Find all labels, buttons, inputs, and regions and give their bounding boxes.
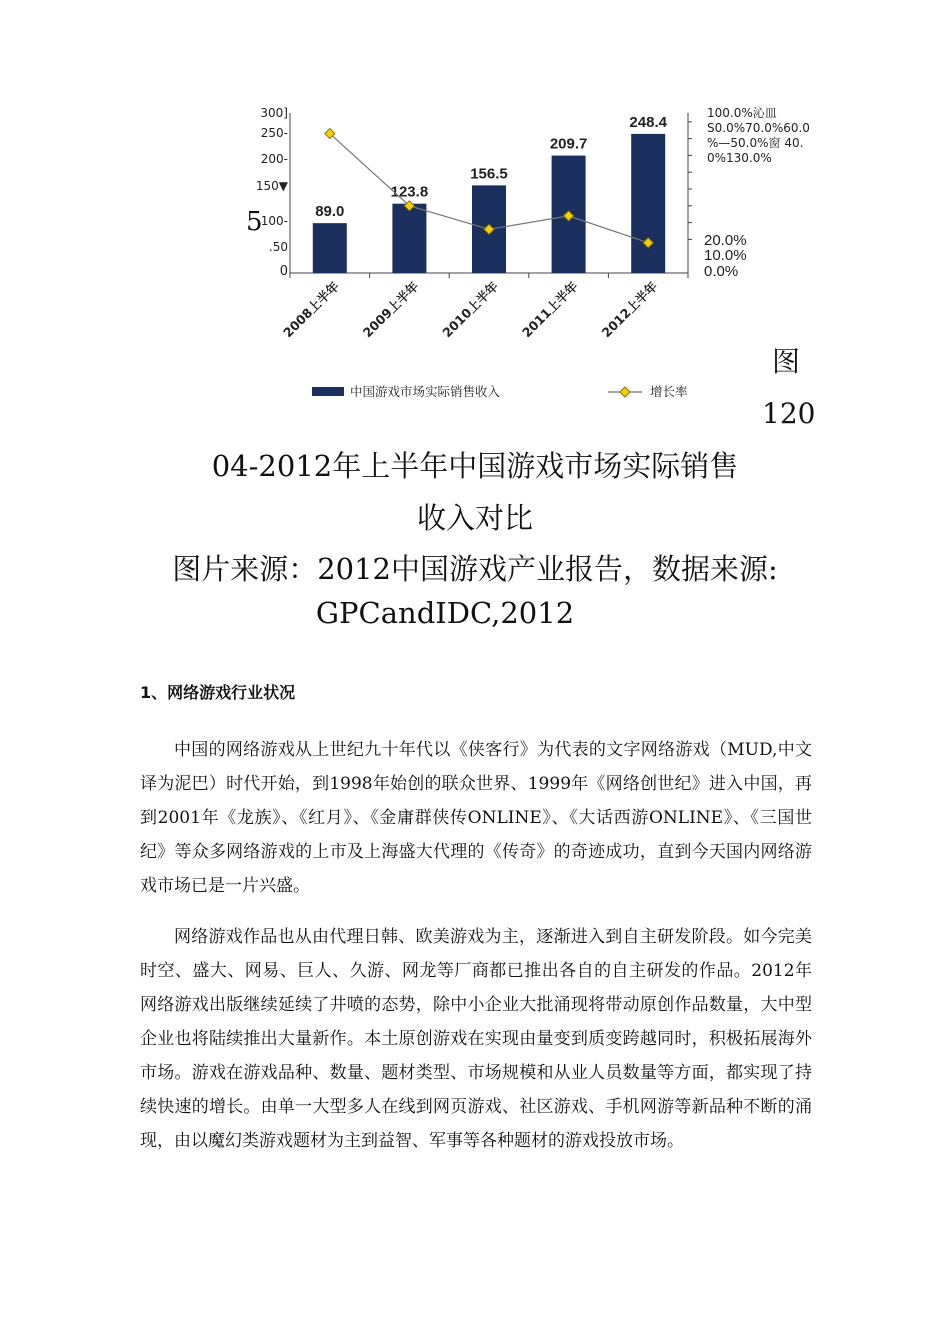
y-tick-label-left: 0 xyxy=(279,264,288,279)
x-tick-label: 2009上半年 xyxy=(359,278,422,341)
bar-value-label: 156.5 xyxy=(470,165,508,183)
paragraph-development: 网络游戏作品也从由代理日韩、欧美游戏为主，逐渐进入到自主研发阶段。如今完美时空、盛大、网易、巨人、久游、网龙等厂商都已推出各自的自主研发的作品。2012年网络游戏出版继续延续了井喷的态势，除中小企业大批涌现将带动原创作品数量，大中型企业也将陆续推出大量新作。本土原创游戏在实现由量变到质变跨越同时，积极拓展海外市场。游戏在游戏品种、数量、题材类型、市场规模和从业人员数量等方面，都实现了持续快速的增长。由单一大型多人在线到网页游戏、社区游戏、手机网游等新品种不断的涌现，由以魔幻类游戏题材为主到益智、军事等各种题材的游戏投放市场。 xyxy=(140,927,812,1151)
figure-source-line-2: GPCandIDC,2012 xyxy=(315,596,575,630)
y-tick-label-right: 0.0% xyxy=(704,263,739,280)
bar xyxy=(392,204,426,273)
y-tick-label-right: S0.0%70.0%60.0 xyxy=(707,121,810,135)
bar-value-label: 123.8 xyxy=(390,183,429,201)
y-tick-label-right: 100.0%沁皿 xyxy=(707,106,777,120)
y-tick-label-right: 20.0% xyxy=(704,232,747,249)
y-tick-label-left: 100- xyxy=(260,214,288,228)
y-axis-stray-glyph: 5 xyxy=(246,207,263,237)
y-tick-label-left: 150▼ xyxy=(255,179,288,193)
bar-value-label: 248.4 xyxy=(629,113,667,131)
x-tick-label: 2011上半年 xyxy=(518,278,581,341)
figure-number: 120 xyxy=(762,397,816,430)
y-tick-label-left: 250- xyxy=(260,126,288,140)
y-tick-label-right: %—50.0%窗 40. xyxy=(707,136,804,150)
y-tick-label-right: 0%130.0% xyxy=(707,151,772,165)
y-tick-label-left: 300] xyxy=(260,106,288,120)
x-tick-label: 2012上半年 xyxy=(598,278,661,341)
y-tick-label-left: 200- xyxy=(260,152,288,166)
figure-caption-line-1: 04-2012年上半年中国游戏市场实际销售 xyxy=(211,449,739,483)
legend-line-marker xyxy=(620,387,630,397)
x-tick-label: 2010上半年 xyxy=(439,278,502,341)
bar-value-label: 209.7 xyxy=(549,135,588,153)
figure-caption-line-2: 收入对比 xyxy=(416,501,533,535)
legend-bar-swatch xyxy=(312,387,344,396)
y-tick-label-left: .50 xyxy=(268,240,288,254)
bar xyxy=(631,134,665,273)
legend-bar-label: 中国游戏市场实际销售收入 xyxy=(350,384,501,399)
bar-value-label: 89.0 xyxy=(315,203,345,221)
section-heading: 1、网络游戏行业状况 xyxy=(140,683,296,702)
legend-line-label: 增长率 xyxy=(650,384,688,399)
revenue-chart xyxy=(230,95,830,415)
bar xyxy=(313,223,347,273)
x-tick-label: 2008上半年 xyxy=(280,278,342,341)
y-tick-label-right: 10.0% xyxy=(704,247,747,264)
figure-source-line: 图片来源：2012中国游戏产业报告，数据来源: xyxy=(172,552,778,586)
paragraph-history: 中国的网络游戏从上世纪九十年代以《侠客行》为代表的文字网络游戏（MUD,中文译为泥巴）时代开始，到1998年始创的联众世界、1999年《网络创世纪》进入中国，再到2001年《龙族》、《红月》、《金庸群侠传ONLINE》、《大话西游ONLINE》、《三国世纪》等众多网络游戏的上市及上海盛大代理的《传奇》的奇迹成功，直到今天国内网络游戏市场已是一片兴盛。 xyxy=(140,740,812,896)
figure-label-char: 图 xyxy=(772,345,801,378)
